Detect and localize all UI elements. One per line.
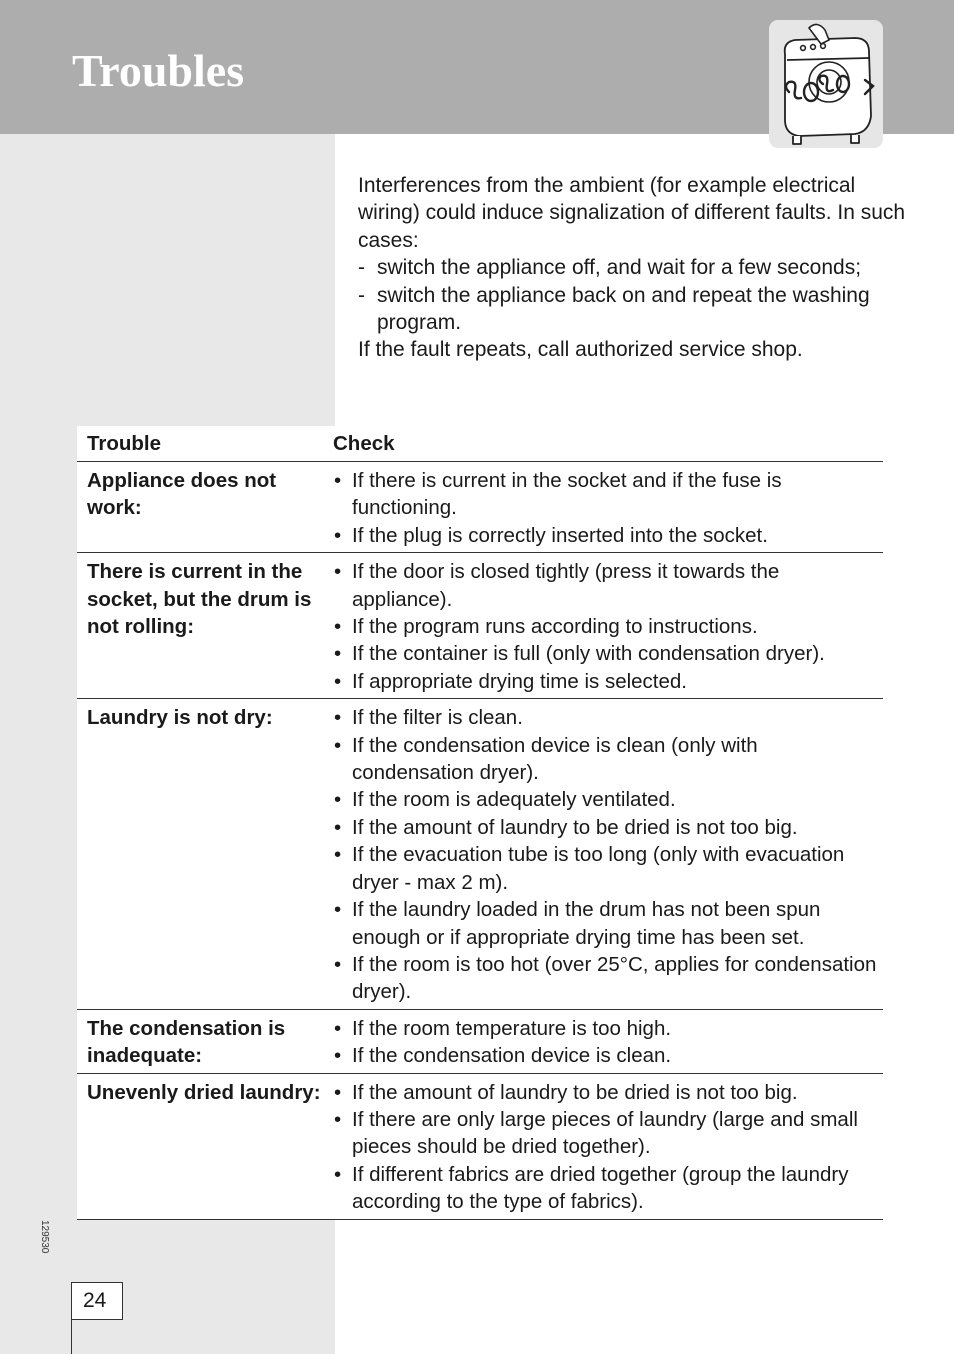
header-bar — [0, 0, 954, 134]
check-item: • If the program runs according to instructions. — [333, 613, 883, 640]
doc-code: 129530 — [39, 1220, 50, 1254]
table-row — [77, 699, 883, 1009]
check-item: • If the laundry loaded in the drum has not been spun enough or if appropriate drying time has been set. — [333, 896, 883, 951]
check-item: • If the room is too hot (over 25°C, applies for condensation dryer). — [333, 951, 883, 1006]
table-row — [77, 553, 883, 699]
intro-closing: If the fault repeats, call authorized service shop. — [358, 338, 803, 362]
column-header-check: Check — [333, 431, 395, 455]
check-cell — [333, 467, 883, 549]
sos-dryer-mascot-drawing — [769, 20, 883, 148]
column-header-trouble: Trouble — [87, 431, 162, 455]
intro-step: - switch the appliance off, and wait for a few seconds; — [358, 256, 862, 280]
intro-section — [358, 172, 918, 364]
check-item: • If the amount of laundry to be dried is not too big. — [333, 814, 883, 841]
check-item: • If the room temperature is too high. — [333, 1015, 883, 1042]
check-item: • If the door is closed tightly (press it towards the appliance). — [333, 558, 883, 613]
check-item: • If the condensation device is clean. — [333, 1042, 883, 1069]
trouble-cell: Unevenly dried laundry: — [87, 1080, 321, 1104]
page-title: Troubles — [72, 45, 245, 96]
table-row — [77, 1074, 883, 1220]
check-item: • If the plug is correctly inserted into the socket. — [333, 522, 883, 549]
table-header — [77, 426, 883, 462]
intro-paragraph: Interferences from the ambient (for example electrical wiring) could induce signalization of different faults. In such cases: — [358, 174, 906, 252]
check-item: • If the room is adequately ventilated. — [333, 786, 883, 813]
trouble-cell: The condensation is inadequate: — [87, 1016, 286, 1068]
check-item: • If there are only large pieces of laundry (large and small pieces should be dried together). — [333, 1106, 883, 1161]
trouble-cell: Laundry is not dry: — [87, 706, 273, 730]
intro-step: - switch the appliance back on and repeat the washing program. — [358, 283, 870, 335]
check-item: • If different fabrics are dried together (group the laundry according to the type of fabrics). — [333, 1161, 883, 1216]
check-cell — [333, 704, 883, 1005]
troubleshooting-table — [77, 426, 883, 1220]
table-row — [77, 462, 883, 553]
table-row — [77, 1010, 883, 1074]
page-number-rule — [71, 1319, 72, 1354]
page-number: 24 — [71, 1282, 123, 1320]
check-cell — [333, 558, 883, 695]
check-item: • If the amount of laundry to be dried is not too big. — [333, 1079, 883, 1106]
trouble-cell: There is current in the socket, but the drum is not rolling: — [87, 560, 312, 639]
check-cell — [333, 1079, 883, 1216]
check-item: • If appropriate drying time is selected. — [333, 668, 883, 695]
check-item: • If the condensation device is clean (only with condensation dryer). — [333, 732, 883, 787]
check-item: • If the evacuation tube is too long (only with evacuation dryer - max 2 m). — [333, 841, 883, 896]
check-cell — [333, 1015, 883, 1070]
check-item: • If the filter is clean. — [333, 704, 883, 731]
check-item: • If the container is full (only with condensation dryer). — [333, 640, 883, 667]
trouble-cell: Appliance does not work: — [87, 469, 277, 520]
check-item: • If there is current in the socket and if the fuse is functioning. — [333, 467, 883, 522]
sos-dryer-mascot-icon — [769, 20, 883, 148]
